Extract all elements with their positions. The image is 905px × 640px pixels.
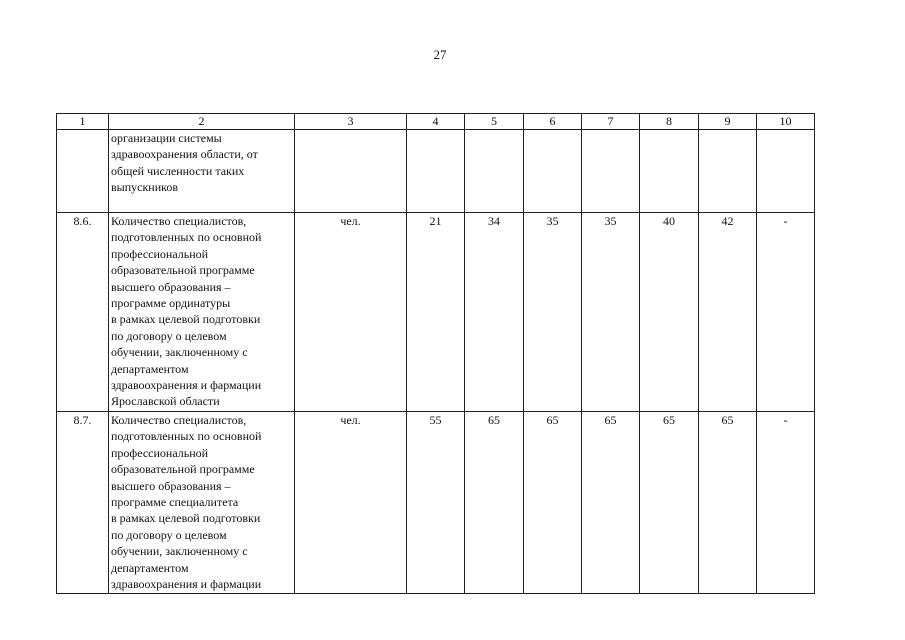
value-cell: 65: [582, 412, 640, 594]
value-cell: [640, 130, 699, 213]
indicator-name-line: обучении, заключенному с: [111, 345, 248, 360]
indicator-name-line: высшего образования –: [111, 478, 231, 493]
indicator-name-line: программе специалитета: [111, 495, 239, 510]
indicator-name-line: профессиональной: [111, 445, 209, 460]
indicator-name-line: по договору о целевом: [111, 328, 227, 343]
value-cell: [582, 130, 640, 213]
header-col-10: 10: [757, 114, 815, 130]
indicator-name: [109, 130, 295, 213]
indicator-name-line: Ярославской области: [111, 394, 220, 409]
indicator-name-line: подготовленных по основной: [111, 230, 262, 245]
value-cell: 40: [640, 213, 699, 412]
value-cell: 65: [699, 412, 757, 594]
table-row: [57, 130, 815, 213]
header-col-1: 1: [57, 114, 109, 130]
indicator-name-line: Количество специалистов,: [111, 413, 247, 427]
indicator-name-line: здравоохранения и фармации: [111, 378, 262, 393]
value-cell: 35: [524, 213, 582, 412]
indicator-name-line: обучении, заключенному с: [111, 544, 248, 559]
indicator-name-line: в рамках целевой подготовки: [111, 312, 261, 327]
value-cell: [699, 130, 757, 213]
value-cell: [465, 130, 524, 213]
indicator-name-line: образовательной программе: [111, 462, 255, 477]
value-cell: 42: [699, 213, 757, 412]
value-cell: [524, 130, 582, 213]
table-row: [57, 213, 815, 412]
value-cell: 65: [465, 412, 524, 594]
table-row: [57, 412, 815, 594]
col10-cell: [757, 130, 815, 213]
value-cell: 65: [640, 412, 699, 594]
value-cell: 55: [407, 412, 465, 594]
page-number: 27: [433, 47, 447, 62]
indicator-name-line: департаментом: [111, 560, 189, 575]
col10-cell: -: [757, 213, 815, 412]
indicator-table: [56, 113, 815, 594]
value-cell: 21: [407, 213, 465, 412]
indicator-name: [109, 213, 295, 412]
indicator-name: [109, 412, 295, 594]
indicator-name-line: выпускников: [111, 180, 179, 195]
indicator-name-line: общей численности таких: [111, 163, 245, 178]
indicator-name-line: Количество специалистов,: [111, 214, 247, 228]
header-col-6: 6: [524, 114, 582, 130]
indicator-name-line: организации системы: [111, 131, 222, 145]
header-col-8: 8: [640, 114, 699, 130]
row-number: 8.6.: [57, 213, 109, 412]
indicator-name-line: здравоохранения и фармации: [111, 577, 262, 592]
indicator-name-line: здравоохранения области, от: [111, 147, 258, 162]
header-col-3: 3: [295, 114, 407, 130]
indicator-name-line: программе ординатуры: [111, 296, 231, 311]
unit-cell: [295, 130, 407, 213]
row-number: [57, 130, 109, 213]
indicator-name-line: по договору о целевом: [111, 527, 227, 542]
indicator-name-line: в рамках целевой подготовки: [111, 511, 261, 526]
value-cell: 35: [582, 213, 640, 412]
col10-cell: -: [757, 412, 815, 594]
header-row: [57, 114, 815, 130]
value-cell: 34: [465, 213, 524, 412]
indicator-name-line: подготовленных по основной: [111, 429, 262, 444]
header-col-2: 2: [109, 114, 295, 130]
value-cell: 65: [524, 412, 582, 594]
row-number: 8.7.: [57, 412, 109, 594]
unit-cell: чел.: [295, 412, 407, 594]
header-col-7: 7: [582, 114, 640, 130]
unit-cell: чел.: [295, 213, 407, 412]
header-col-9: 9: [699, 114, 757, 130]
value-cell: [407, 130, 465, 213]
indicator-name-line: профессиональной: [111, 246, 209, 261]
header-col-5: 5: [465, 114, 524, 130]
indicator-name-line: департаментом: [111, 361, 189, 376]
header-col-4: 4: [407, 114, 465, 130]
indicator-name-line: высшего образования –: [111, 279, 231, 294]
indicator-name-line: образовательной программе: [111, 263, 255, 278]
